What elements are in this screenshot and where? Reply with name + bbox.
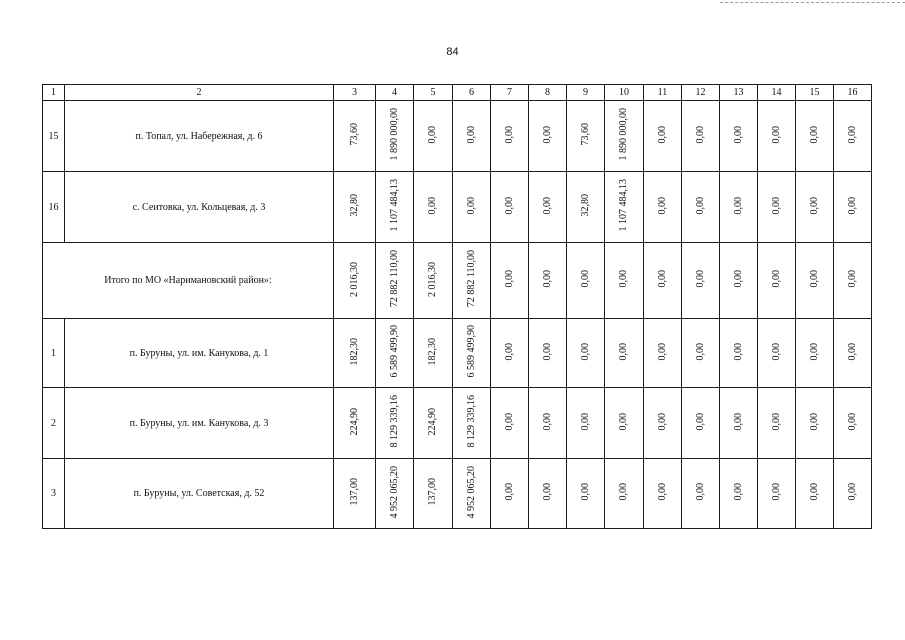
total-row	[43, 243, 872, 319]
value-cell: 0,00	[770, 196, 782, 215]
value-cell: 0,00	[503, 342, 515, 361]
table-row	[43, 172, 872, 243]
header-cell: 8	[529, 85, 567, 101]
value-cell: 0,00	[579, 342, 591, 361]
value-cell: 0,00	[618, 270, 629, 288]
value-cell: 0,00	[503, 196, 515, 215]
value-cell: 0,00	[503, 412, 515, 431]
value-cell: 0,00	[541, 412, 553, 431]
value-cell: 0,00	[808, 412, 820, 431]
value-cell: 0,00	[618, 342, 629, 361]
address-cell: с. Сеитовка, ул. Кольцевая, д. 3	[65, 172, 334, 243]
value-cell: 0,00	[541, 270, 553, 288]
row-number: 3	[43, 459, 65, 529]
header-cell: 2	[65, 85, 334, 101]
header-cell: 15	[796, 85, 834, 101]
value-cell: 6 589 499,90	[465, 325, 477, 378]
value-cell: 0,00	[694, 270, 706, 288]
table-row	[43, 388, 872, 459]
value-cell: 72 882 110,00	[388, 250, 400, 308]
value-cell: 73,60	[579, 123, 591, 146]
value-cell: 0,00	[770, 342, 782, 361]
value-cell: 0,00	[846, 342, 858, 361]
value-cell: 2 016,30	[348, 261, 360, 297]
total-label: Итого по МО «Наримановский район»:	[43, 243, 334, 319]
value-cell: 0,00	[808, 342, 820, 361]
value-cell: 0,00	[503, 125, 515, 144]
value-cell: 0,00	[503, 270, 515, 288]
header-cell: 11	[644, 85, 682, 101]
value-cell: 224,90	[427, 407, 438, 436]
value-cell: 0,00	[770, 412, 782, 431]
value-cell: 0,00	[618, 412, 629, 431]
value-cell: 8 129 339,16	[465, 395, 477, 448]
page-number: 84	[446, 46, 459, 58]
value-cell: 0,00	[465, 196, 477, 215]
value-cell: 0,00	[541, 196, 553, 215]
scan-edge-line	[720, 2, 905, 3]
value-cell: 0,00	[579, 270, 591, 288]
header-cell: 13	[720, 85, 758, 101]
value-cell: 0,00	[808, 270, 820, 288]
value-cell: 2 016,30	[427, 261, 438, 297]
value-cell: 32,80	[579, 194, 591, 217]
table-row	[43, 459, 872, 529]
value-cell: 182,30	[427, 337, 438, 366]
value-cell: 1 107 484,13	[388, 179, 400, 232]
header-cell: 1	[43, 85, 65, 101]
value-cell: 0,00	[732, 412, 744, 431]
row-number: 15	[43, 101, 65, 172]
value-cell: 0,00	[732, 270, 744, 288]
value-cell: 0,00	[694, 412, 706, 431]
table-row	[43, 101, 872, 172]
value-cell: 72 882 110,00	[465, 250, 477, 308]
header-cell: 12	[682, 85, 720, 101]
address-cell: п. Буруны, ул. им. Канукова, д. 3	[65, 388, 334, 459]
value-cell: 0,00	[770, 483, 782, 501]
value-cell: 0,00	[656, 196, 668, 215]
value-cell: 0,00	[427, 125, 438, 144]
value-cell: 0,00	[656, 342, 668, 361]
value-cell: 1 107 484,13	[618, 179, 629, 232]
value-cell: 1 890 000,00	[618, 108, 629, 161]
value-cell: 32,80	[348, 194, 360, 217]
value-cell: 0,00	[694, 196, 706, 215]
value-cell: 0,00	[618, 483, 629, 501]
value-cell: 0,00	[846, 270, 858, 288]
row-number: 16	[43, 172, 65, 243]
value-cell: 0,00	[846, 196, 858, 215]
value-cell: 224,90	[348, 407, 360, 436]
value-cell: 8 129 339,16	[388, 395, 400, 448]
value-cell: 0,00	[846, 412, 858, 431]
address-cell: п. Топал, ул. Набережная, д. 6	[65, 101, 334, 172]
value-cell: 0,00	[694, 125, 706, 144]
value-cell: 0,00	[503, 483, 515, 501]
value-cell: 0,00	[732, 342, 744, 361]
data-table	[42, 84, 872, 529]
value-cell: 0,00	[465, 125, 477, 144]
value-cell: 0,00	[541, 483, 553, 501]
header-row	[43, 85, 872, 101]
header-cell: 5	[414, 85, 453, 101]
value-cell: 0,00	[656, 483, 668, 501]
header-cell: 9	[567, 85, 605, 101]
address-cell: п. Буруны, ул. им. Канукова, д. 1	[65, 319, 334, 388]
value-cell: 0,00	[541, 342, 553, 361]
value-cell: 0,00	[846, 125, 858, 144]
value-cell: 1 890 000,00	[388, 108, 400, 161]
value-cell: 0,00	[732, 196, 744, 215]
value-cell: 0,00	[541, 125, 553, 144]
header-cell: 3	[334, 85, 376, 101]
value-cell: 0,00	[770, 125, 782, 144]
address-cell: п. Буруны, ул. Советская, д. 52	[65, 459, 334, 529]
header-cell: 4	[376, 85, 414, 101]
value-cell: 137,00	[348, 478, 360, 506]
row-number: 1	[43, 319, 65, 388]
header-cell: 14	[758, 85, 796, 101]
header-cell: 6	[453, 85, 491, 101]
row-number: 2	[43, 388, 65, 459]
value-cell: 0,00	[579, 483, 591, 501]
value-cell: 0,00	[694, 483, 706, 501]
value-cell: 4 952 065,20	[465, 465, 477, 519]
value-cell: 0,00	[808, 196, 820, 215]
value-cell: 0,00	[732, 125, 744, 144]
value-cell: 0,00	[770, 270, 782, 288]
value-cell: 73,60	[348, 123, 360, 146]
value-cell: 0,00	[808, 125, 820, 144]
value-cell: 0,00	[656, 412, 668, 431]
value-cell: 0,00	[656, 125, 668, 144]
value-cell: 0,00	[656, 270, 668, 288]
value-cell: 0,00	[732, 483, 744, 501]
value-cell: 0,00	[427, 196, 438, 215]
table-row	[43, 319, 872, 388]
value-cell: 137,00	[427, 478, 438, 506]
value-cell: 0,00	[694, 342, 706, 361]
value-cell: 182,30	[348, 337, 360, 366]
value-cell: 0,00	[808, 483, 820, 501]
header-cell: 10	[605, 85, 644, 101]
value-cell: 4 952 065,20	[388, 465, 400, 519]
header-cell: 7	[491, 85, 529, 101]
value-cell: 0,00	[579, 412, 591, 431]
value-cell: 0,00	[846, 483, 858, 501]
value-cell: 6 589 499,90	[388, 325, 400, 378]
header-cell: 16	[834, 85, 872, 101]
